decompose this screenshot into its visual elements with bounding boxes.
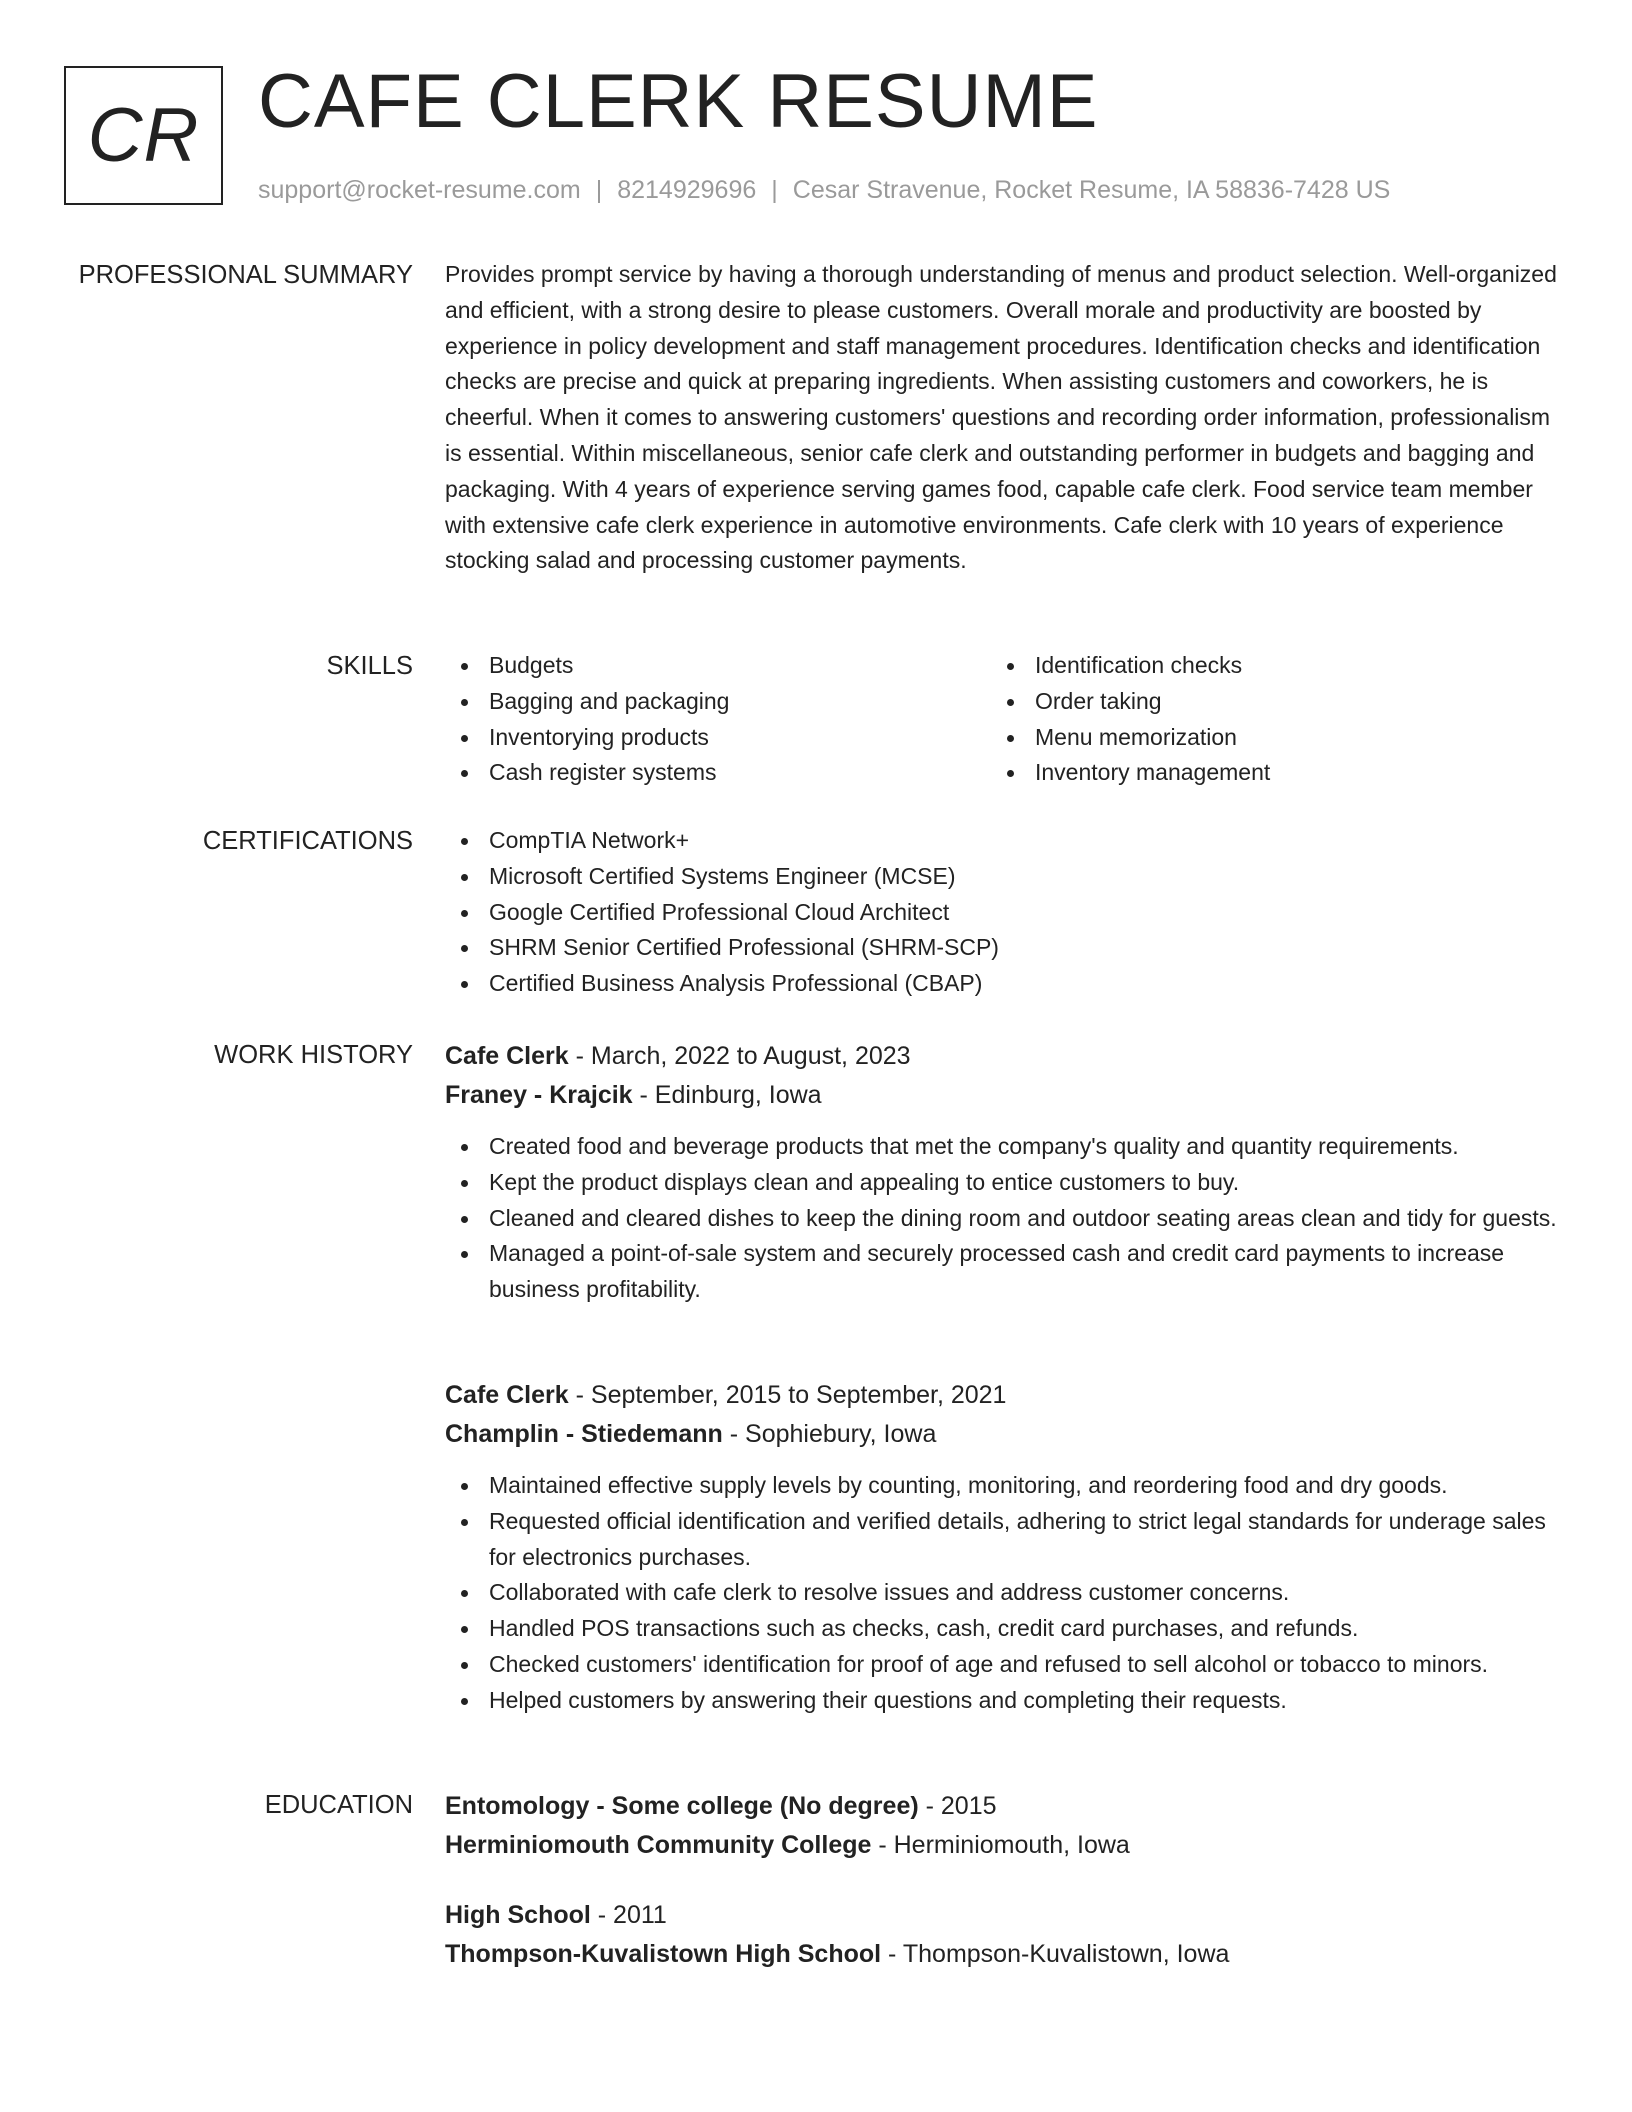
certification-item: CompTIA Network+ (445, 823, 1560, 859)
job-duty: Helped customers by answering their questions and completing their requests. (445, 1683, 1560, 1719)
section-label-education: EDUCATION (264, 1791, 413, 1819)
job-duty: Cleaned and cleared dishes to keep the dining room and outdoor seating areas clean and tidy for guests. (445, 1201, 1560, 1237)
education-degree: High School (445, 1901, 591, 1929)
education-school-line (445, 1935, 1560, 1974)
contact-separator: | (595, 176, 603, 204)
job-duty: Kept the product displays clean and appealing to entice customers to buy. (445, 1165, 1560, 1201)
job-title-line (445, 1376, 1560, 1415)
job-title-line (445, 1037, 1560, 1076)
skills-list-left (445, 648, 991, 791)
section-label-skills: SKILLS (326, 652, 413, 680)
certification-item: Certified Business Analysis Professional (CBAP) (445, 966, 1560, 1002)
skill-item: Menu memorization (991, 720, 1537, 756)
certifications-list (445, 823, 1560, 1002)
skill-item: Inventorying products (445, 720, 991, 756)
job-duty: Created food and beverage products that met the company's quality and quantity requirements. (445, 1129, 1560, 1165)
skill-item: Cash register systems (445, 755, 991, 791)
education-entry (445, 1896, 1560, 1974)
job-duty: Handled POS transactions such as checks, cash, credit card purchases, and refunds. (445, 1611, 1560, 1647)
education-entry (445, 1787, 1560, 1865)
job-location: - Edinburg, Iowa (632, 1081, 822, 1109)
contact-separator: | (771, 176, 778, 204)
job-dates: - September, 2015 to September, 2021 (568, 1381, 1007, 1409)
education-location: - Herminiomouth, Iowa (871, 1831, 1130, 1859)
contact-address: Cesar Stravenue, Rocket Resume, IA 58836-7428 US (792, 176, 1391, 204)
education-degree-line (445, 1787, 1560, 1826)
certification-item: Google Certified Professional Cloud Architect (445, 895, 1560, 931)
education-school: Herminiomouth Community College (445, 1831, 872, 1859)
job-duties-list (445, 1468, 1560, 1719)
job-entry (445, 1376, 1560, 1719)
skill-item: Bagging and packaging (445, 684, 991, 720)
contact-phone[interactable]: 8214929696 (617, 176, 757, 204)
skill-item: Inventory management (991, 755, 1537, 791)
job-duty: Maintained effective supply levels by counting, monitoring, and reordering food and dry goods. (445, 1468, 1560, 1504)
skill-item: Budgets (445, 648, 991, 684)
job-duties-list (445, 1129, 1560, 1308)
job-title: Cafe Clerk (445, 1042, 569, 1070)
job-company: Franey - Krajcik (445, 1081, 633, 1109)
contact-email[interactable]: support@rocket-resume.com (258, 176, 581, 204)
job-duty: Managed a point-of-sale system and securely processed cash and credit card payments to increase business profitability. (445, 1236, 1560, 1308)
job-location: - Sophiebury, Iowa (722, 1420, 937, 1448)
skill-item: Identification checks (991, 648, 1537, 684)
section-label-work-history: WORK HISTORY (214, 1041, 413, 1069)
job-duty: Collaborated with cafe clerk to resolve issues and address customer concerns. (445, 1575, 1560, 1611)
skills-list-right (991, 648, 1537, 791)
certification-item: Microsoft Certified Systems Engineer (MCSE) (445, 859, 1560, 895)
section-label-certifications: CERTIFICATIONS (202, 827, 413, 855)
job-dates: - March, 2022 to August, 2023 (568, 1042, 911, 1070)
education-location: - Thompson-Kuvalistown, Iowa (881, 1940, 1230, 1968)
page-title: CAFE CLERK RESUME (258, 59, 1099, 144)
education-degree-line (445, 1896, 1560, 1935)
job-title: Cafe Clerk (445, 1381, 569, 1409)
education-degree: Entomology - Some college (No degree) (445, 1792, 919, 1820)
education-year: - 2015 (918, 1792, 997, 1820)
job-duty: Requested official identification and verified details, adhering to strict legal standards for underage sales for electronics purchases. (445, 1504, 1560, 1576)
job-company-line (445, 1415, 1560, 1454)
education-school-line (445, 1826, 1560, 1865)
education-school: Thompson-Kuvalistown High School (445, 1940, 882, 1968)
monogram: CR (64, 66, 223, 205)
skill-item: Order taking (991, 684, 1537, 720)
summary-text: Provides prompt service by having a thorough understanding of menus and product selection. Well-organized and efficient, with a strong desire to please customers. Overall morale and productivity are boosted by experience in policy development and staff management procedures. Identification checks and identification checks are precise and quick at preparing ingredients. When assisting customers and coworkers, he is cheerful. When it comes to answering customers' questions and recording order information, professionalism is essential. Within miscellaneous, senior cafe clerk and outstanding performer in budgets and bagging and packaging. With 4 years of experience serving games food, capable cafe clerk. Food service team member with extensive cafe clerk experience in automotive environments. Cafe clerk with 10 years of experience stocking salad and processing customer payments. (445, 261, 1557, 574)
section-label-summary: PROFESSIONAL SUMMARY (78, 261, 413, 289)
contact-line (258, 174, 1390, 206)
education-year: - 2011 (590, 1901, 667, 1929)
certification-item: SHRM Senior Certified Professional (SHRM-SCP) (445, 930, 1560, 966)
job-company: Champlin - Stiedemann (445, 1420, 723, 1448)
job-company-line (445, 1076, 1560, 1115)
job-duty: Checked customers' identification for proof of age and refused to sell alcohol or tobacco to minors. (445, 1647, 1560, 1683)
job-entry (445, 1037, 1560, 1308)
